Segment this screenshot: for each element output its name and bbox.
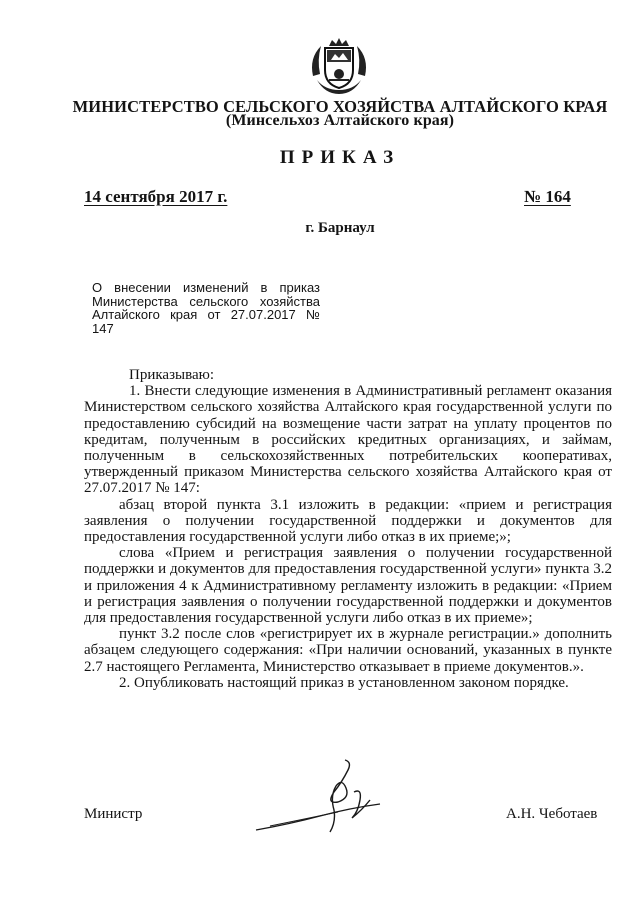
order-paragraph: пункт 3.2 после слов «регистрирует их в журнале регистрации.» дополнить абзацем следующего содержания: «При наличии оснований, указанных в пункте 2.7 настоящего Регламента, Министерство отказывает в приеме документов.». [84,626,612,675]
order-paragraph: слова «Прием и регистрация заявления о получении государственной поддержки и документов для предоставления государственной услуги» пункта 3.2 и приложения 4 к Административному регламенту изложить в редакции: «Прием и регистрация заявления о получении государственной поддержки и документов для предоставления государственной услуги либо отказ в их приеме»; [84,545,612,627]
subject-line: Алтайского края от 27.07.2017 № [92,307,320,322]
ministry-short-name: (Минсельхоз Алтайского края) [225,112,455,129]
signature-icon [250,752,390,842]
signatory-position: Министр [84,806,143,822]
order-number: № 164 [524,187,571,206]
order-intro: Приказываю: [129,367,214,383]
order-date: 14 сентября 2017 г. [84,187,228,206]
subject-line: Министерства сельского хозяйства [92,293,320,309]
order-item-2: 2. Опубликовать настоящий приказ в установленном законом порядке. [119,674,569,691]
order-subject [92,281,320,335]
document-type: ПРИКАЗ [279,147,401,168]
coat-of-arms-icon [303,36,375,98]
order-body [84,367,612,691]
subject-line: 147 [92,320,114,336]
city: г. Барнаул [305,220,375,236]
signatory-name: А.Н. Чеботаев [506,806,598,822]
subject-line: О внесении изменений в приказ [92,280,320,295]
order-item-1: 1. Внести следующие изменения в Административный регламент оказания Министерством сельского хозяйства Алтайского края государственной услуги по предоставлению субсидий на возмещение части затрат на уплату процентов по кредитам, полученным в российских кредитных организациях, и займам, полученным в сельскохозяйственных потребительских кооперативах, утвержденный приказом Министерства сельского хозяйства Алтайского края от 27.07.2017 № 147: [84,383,612,497]
order-paragraph: абзац второй пункта 3.1 изложить в редакции: «прием и регистрация заявления о получении государственной поддержки и документов для предоставления государственной услуги либо отказ в их приеме;»; [84,496,612,546]
ministry-title: МИНИСТЕРСТВО СЕЛЬСКОГО ХОЗЯЙСТВА АЛТАЙСКОГО КРАЯ [72,97,608,116]
